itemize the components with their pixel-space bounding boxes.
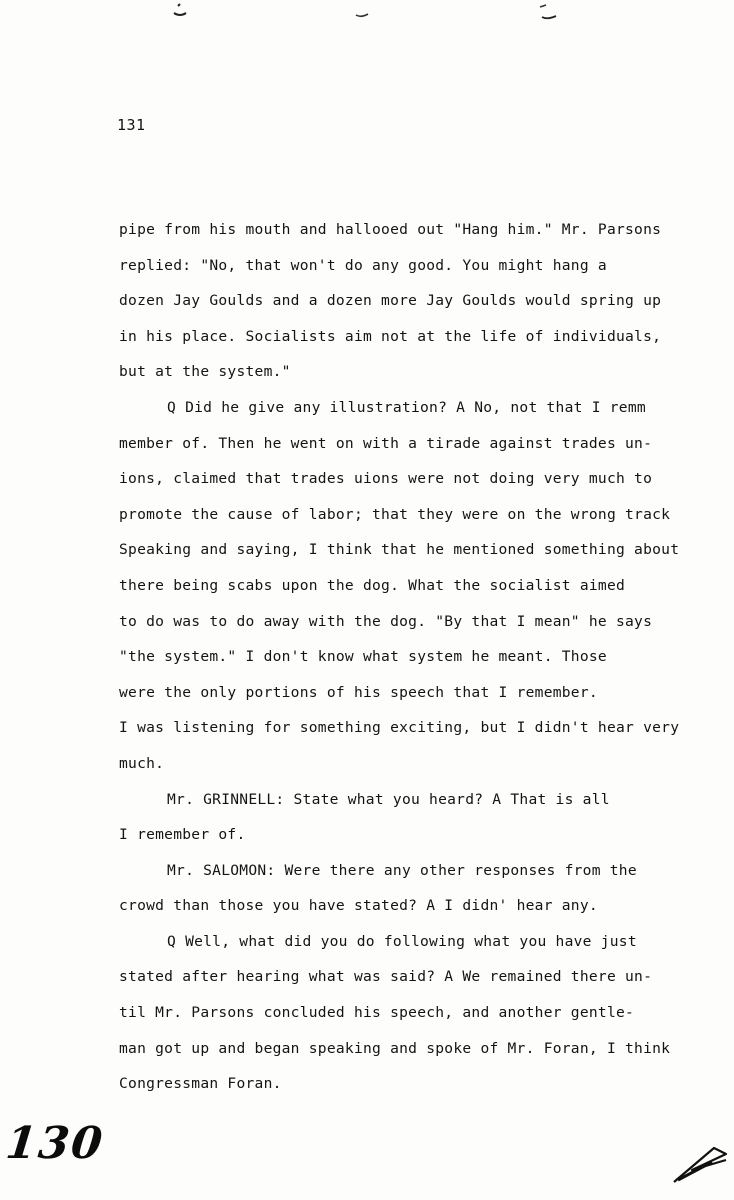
text-line: Mr. SALOMON: Were there any other responses from the (167, 861, 637, 879)
text-line: Q Well, what did you do following what you have just (167, 932, 637, 950)
text-line: I was listening for something exciting, but I didn't hear very (119, 719, 680, 737)
text-line: ions, claimed that trades uions were not doing very much to (119, 470, 653, 488)
text-line: were the only portions of his speech that I remember. (119, 683, 598, 701)
text-line: til Mr. Parsons concluded his speech, and another gentle- (119, 1004, 635, 1022)
handwritten-page-number: 130 (3, 1118, 107, 1169)
text-line: but at the system." (119, 363, 291, 381)
text-line: Q Did he give any illustration? A No, not that I remm (167, 398, 646, 416)
text-line: replied: "No, that won't do any good. You might hang a (119, 256, 607, 274)
text-line: "the system." I don't know what system he meant. Those (119, 648, 607, 666)
text-line: dozen Jay Goulds and a dozen more Jay Goulds would spring up (119, 292, 662, 310)
page-number: 131 (117, 116, 146, 134)
text-line: stated after hearing what was said? A We remained there un- (119, 968, 653, 986)
text-line: in his place. Socialists aim not at the life of individuals, (119, 327, 662, 345)
text-line: pipe from his mouth and hallooed out "Hang him." Mr. Parsons (119, 221, 662, 238)
text-line: there being scabs upon the dog. What the socialist aimed (119, 576, 626, 594)
text-line: man got up and began speaking and spoke of Mr. Foran, I think (119, 1039, 671, 1057)
text-line: to do was to do away with the dog. "By that I mean" he says (119, 612, 653, 630)
testimony-text (119, 219, 709, 1109)
text-line: crowd than those you have stated? A I didn' hear any. (119, 897, 598, 915)
text-line: I remember of. (119, 826, 246, 844)
handwritten-mark-icon (668, 1132, 732, 1188)
text-line: much. (119, 754, 165, 772)
text-line: member of. Then he went on with a tirade against trades un- (119, 434, 653, 452)
text-line: Speaking and saying, I think that he mentioned something about (119, 541, 680, 559)
text-line: Congressman Foran. (119, 1075, 282, 1093)
text-line: promote the cause of labor; that they were on the wrong track (119, 505, 671, 523)
text-line: Mr. GRINNELL: State what you heard? A That is all (167, 790, 610, 808)
binding-marks (0, 0, 734, 40)
